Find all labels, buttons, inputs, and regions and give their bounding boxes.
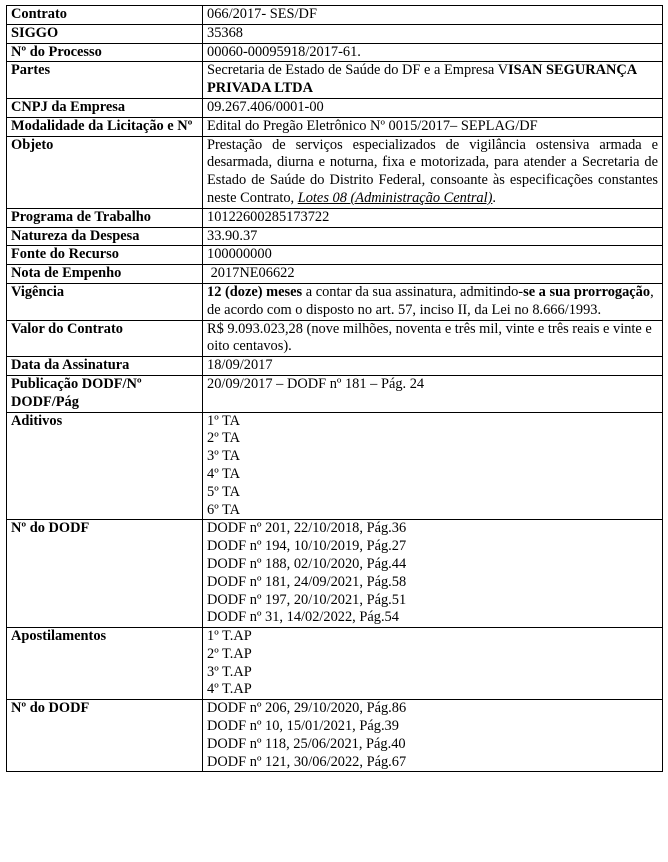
objeto-lotes: Lotes 08 (Administração Central) [297,189,493,206]
value-dodf-apostilamentos [203,700,663,772]
aditivo-item: 6º TA [207,501,241,518]
value-processo: 00060-00095918/2017-61. [203,43,663,62]
apostilamento-item: 4º T.AP [207,681,252,698]
vigencia-extension: se a sua prorrogação [523,283,651,300]
value-publicacao: 20/09/2017 – DODF nº 181 – Pág. 24 [203,375,663,412]
apostilamento-item: 2º T.AP [207,645,252,662]
row-contrato [7,6,663,25]
aditivo-item: 4º TA [207,465,241,482]
apostilamento-item: 1º T.AP [207,628,252,645]
objeto-end: . [492,189,497,206]
label-publicacao: Publicação DODF/Nº DODF/Pág [7,375,203,412]
row-publicacao [7,375,663,412]
label-siggo: SIGGO [7,24,203,43]
label-cnpj: CNPJ da Empresa [7,98,203,117]
aditivo-item: 5º TA [207,483,241,500]
contract-table [6,5,663,772]
aditivo-item: 1º TA [207,412,241,429]
value-contrato: 066/2017- SES/DF [203,6,663,25]
label-dodf-aditivos: Nº do DODF [7,520,203,628]
row-assinatura [7,357,663,376]
dodf-item: DODF nº 181, 24/09/2021, Pág.58 [207,573,407,590]
value-empenho: 2017NE06622 [203,265,663,284]
dodf-item: DODF nº 118, 25/06/2021, Pág.40 [207,735,406,752]
label-natureza: Natureza da Despesa [7,227,203,246]
value-partes [203,62,663,99]
row-objeto [7,136,663,208]
value-natureza: 33.90.37 [203,227,663,246]
aditivo-item: 2º TA [207,430,241,447]
row-valor [7,320,663,357]
row-dodf-apostilamentos [7,700,663,772]
label-fonte: Fonte do Recurso [7,246,203,265]
aditivo-item: 3º TA [207,448,241,465]
value-siggo: 35368 [203,24,663,43]
dodf-item: DODF nº 31, 14/02/2022, Pág.54 [207,609,399,626]
label-valor: Valor do Contrato [7,320,203,357]
vigencia-text: a contar da sua assinatura, admitindo- [302,283,524,300]
label-contrato: Contrato [7,6,203,25]
label-assinatura: Data da Assinatura [7,357,203,376]
apostilamento-item: 3º T.AP [207,663,252,680]
row-apostilamentos [7,628,663,700]
objeto-text: Prestação de serviços especializados de vigilância ostensiva armada e desarmada, diurna e noturna, fixa e motorizada, para atender a Secretaria de Estado de Saúde do Distrito Federal, consoante às especificações constantes neste Contrato, [207,136,658,206]
dodf-item: DODF nº 194, 10/10/2019, Pág.27 [207,538,407,555]
value-valor: R$ 9.093.023,28 (nove milhões, noventa e três mil, vinte e três reais e vinte e oito centavos). [203,320,663,357]
value-cnpj: 09.267.406/0001-00 [203,98,663,117]
label-dodf-apostilamentos: Nº do DODF [7,700,203,772]
dodf-item: DODF nº 197, 20/10/2021, Pág.51 [207,591,407,608]
value-objeto [203,136,663,208]
label-processo: Nº do Processo [7,43,203,62]
label-apostilamentos: Apostilamentos [7,628,203,700]
row-siggo [7,24,663,43]
value-aditivos [203,412,663,520]
value-modalidade: Edital do Pregão Eletrônico Nº 0015/2017– SEPLAG/DF [203,117,663,136]
label-modalidade: Modalidade da Licitação e Nº [7,117,203,136]
row-fonte [7,246,663,265]
vigencia-law: , de acordo com o disposto no art. 57, inciso II, da Lei no 8.666/1993. [207,283,654,318]
label-objeto: Objeto [7,136,203,208]
dodf-item: DODF nº 188, 02/10/2020, Pág.44 [207,555,407,572]
value-programa: 10122600285173722 [203,208,663,227]
label-vigencia: Vigência [7,283,203,320]
partes-company: ISAN SEGURANÇA PRIVADA LTDA [207,62,637,97]
value-assinatura: 18/09/2017 [203,357,663,376]
label-empenho: Nota de Empenho [7,265,203,284]
contract-sheet [6,5,662,772]
label-programa: Programa de Trabalho [7,208,203,227]
label-partes: Partes [7,62,203,99]
value-fonte: 100000000 [203,246,663,265]
row-partes [7,62,663,99]
dodf-item: DODF nº 201, 22/10/2018, Pág.36 [207,520,407,537]
value-vigencia [203,283,663,320]
row-cnpj [7,98,663,117]
dodf-item: DODF nº 206, 29/10/2020, Pág.86 [207,700,407,717]
row-processo [7,43,663,62]
label-aditivos: Aditivos [7,412,203,520]
row-vigencia [7,283,663,320]
row-natureza [7,227,663,246]
dodf-item: DODF nº 10, 15/01/2021, Pág.39 [207,718,399,735]
vigencia-term: 12 (doze) meses [207,283,303,300]
dodf-item: DODF nº 121, 30/06/2022, Pág.67 [207,753,407,770]
row-dodf-aditivos [7,520,663,628]
row-programa [7,208,663,227]
row-aditivos [7,412,663,520]
row-empenho [7,265,663,284]
row-modalidade [7,117,663,136]
value-dodf-aditivos [203,520,663,628]
value-apostilamentos [203,628,663,700]
partes-text: Secretaria de Estado de Saúde do DF e a Empresa V [207,62,509,79]
